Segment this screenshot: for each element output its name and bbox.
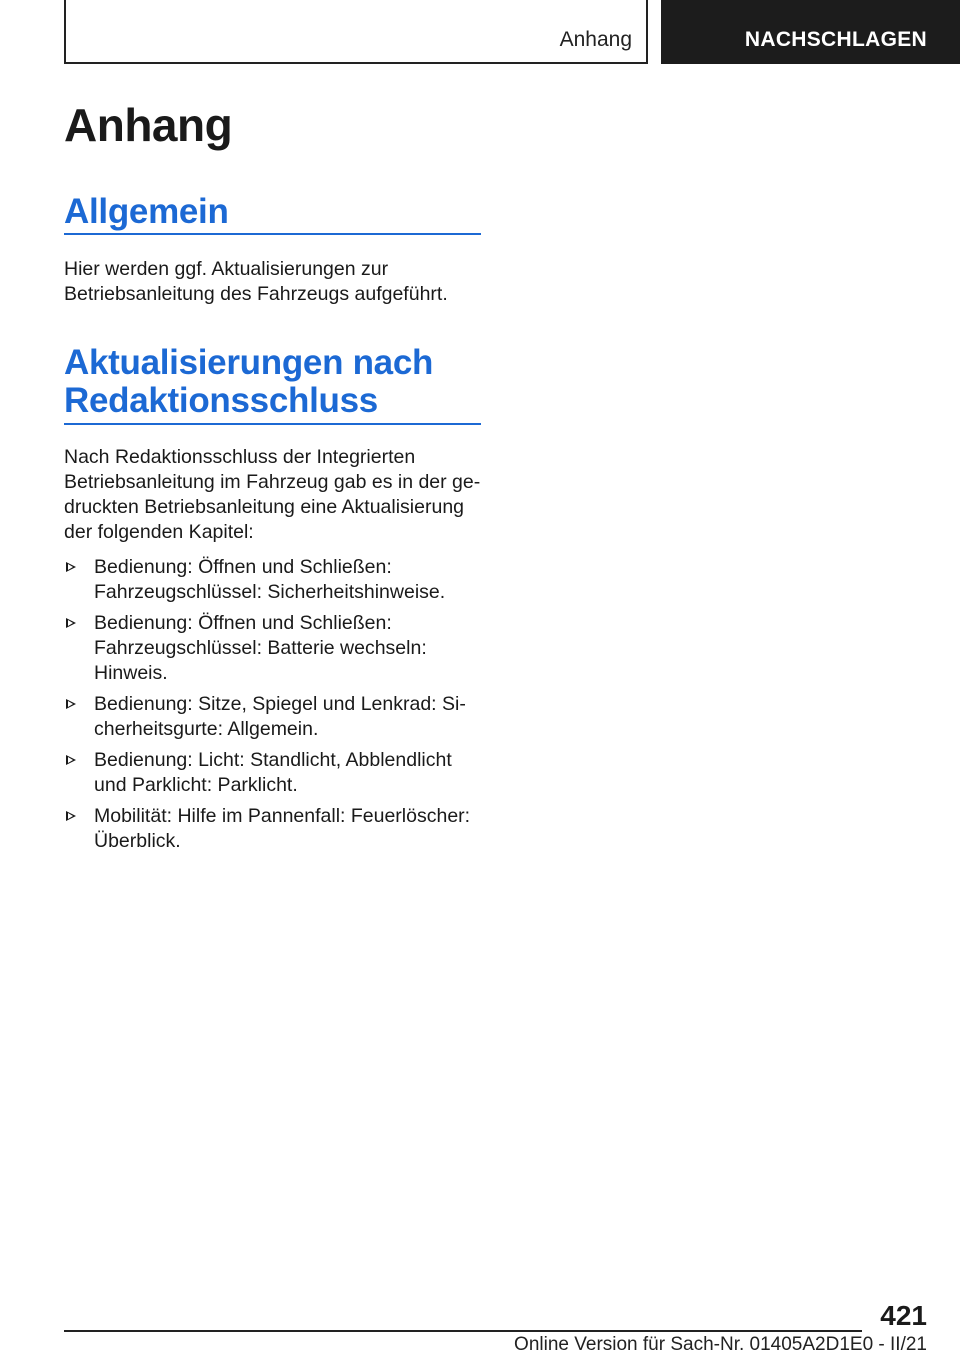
triangle-bullet-icon xyxy=(66,755,76,765)
list-item-text: Bedienung: Öffnen und Schließen: Fahrzeugschlüssel: Batterie wechseln: Hinweis. xyxy=(94,612,427,684)
list-item-text: Mobilität: Hilfe im Pannenfall: Feuerlöscher: Überblick. xyxy=(94,805,471,852)
page-number: 421 xyxy=(880,1300,927,1331)
triangle-bullet-icon xyxy=(66,699,76,709)
section-heading-allgemein: Allgemein xyxy=(64,192,229,231)
header-frame xyxy=(64,0,648,64)
footer-text: Online Version für Sach-Nr. 01405A2D1E0 - II/21 xyxy=(514,1334,927,1355)
list-item-text: Bedienung: Öffnen und Schließen: Fahrzeugschlüssel: Sicherheitshinweise. xyxy=(94,556,446,603)
list-item-text: Bedienung: Licht: Standlicht, Abblendlicht und Parklicht: Parklicht. xyxy=(94,749,452,796)
section-paragraph: Hier werden ggf. Aktualisierungen zur Betriebsanleitung des Fahrzeugs aufgeführt. xyxy=(64,258,448,305)
triangle-bullet-icon xyxy=(66,811,76,821)
triangle-bullet-icon xyxy=(66,618,76,628)
list-item-text: Bedienung: Sitze, Spiegel und Lenkrad: Sicherheitsgurte: Allgemein. xyxy=(94,693,466,740)
header-section-title: Anhang xyxy=(559,28,632,51)
triangle-bullet-icon xyxy=(66,562,76,572)
footer-divider xyxy=(64,1330,862,1332)
list-item xyxy=(64,748,484,798)
section-divider xyxy=(64,233,481,235)
list-item xyxy=(64,555,484,605)
list-item xyxy=(64,804,484,854)
header-chapter-label: NACHSCHLAGEN xyxy=(744,28,927,51)
section-heading-aktualisierungen: Aktualisierungen nach Redaktionsschluss xyxy=(64,343,434,420)
list-item xyxy=(64,611,484,686)
section-divider xyxy=(64,423,481,425)
section-paragraph: Nach Redaktionsschluss der Integrierten Betriebsanleitung im Fahrzeug gab es in der gedruckten Betriebsanleitung eine Aktualisierung der folgenden Kapitel: xyxy=(64,446,481,543)
list-item xyxy=(64,692,484,742)
header-chapter-tab xyxy=(661,0,960,64)
page-title: Anhang xyxy=(64,99,233,151)
chapter-list xyxy=(64,555,484,860)
